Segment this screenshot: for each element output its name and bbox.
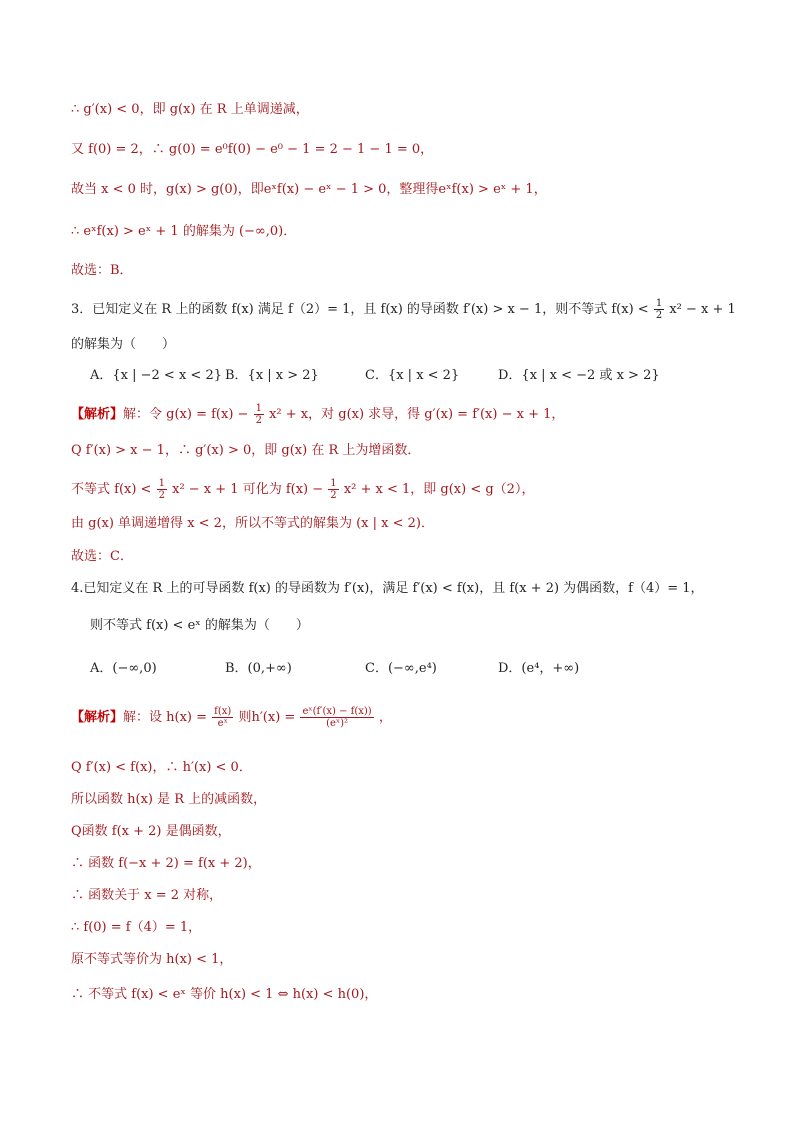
fraction-numerator: eˣ(f′(x) − f(x)) [302,706,372,717]
q3-text-a: 3．已知定义在 R 上的函数 f(x) 满足 f（2）= 1，且 f(x) 的导函数 f′(x) > x − 1，则不等式 f(x) < [71,302,649,317]
fraction-denominator: 2 [158,490,165,501]
q3-text-b: x² − x + 1 [669,302,736,317]
q4-solution-line-7: ∴ f(0) = f（4）= 1， [71,920,202,935]
fraction-numerator: 1 [655,298,663,309]
analysis-tag: 【解析】 [71,710,124,725]
s3-text-a: 解：令 g(x) = f(x) − [123,407,249,422]
question-4-stem: 4.已知定义在 R 上的可导函数 f(x) 的导函数为 f′(x)，满足 f′(x) < f(x)，且 f(x + 2) 为偶函数，f（4）= 1， [71,581,704,596]
fraction-denominator: eˣ [217,718,228,729]
q4-option-c: C．(−∞,e⁴) [365,661,437,676]
s3-3a: 不等式 f(x) < [71,482,152,497]
s4-text-b: 则h′(x) = [238,710,296,725]
q3-solution-line-5: 故选：C． [71,549,133,564]
q4-solution-line-3: 所以函数 h(x) 是 R 上的减函数， [71,792,267,807]
q4-solution-line-8: 原不等式等价为 h(x) < 1， [71,952,233,967]
q4-option-b: B．(0,+∞) [225,661,292,676]
fraction-denominator: 2 [655,310,663,321]
solution-line: 故选：B． [71,263,133,278]
q4-solution-line-9: ∴ 不等式 f(x) < eˣ 等价 h(x) < 1 ⇔ h(x) < h(0)， [71,987,378,1002]
fraction-denominator: (eˣ)² [326,718,349,729]
q4-solution-line-4: Q函数 f(x + 2) 是偶函数， [71,824,231,839]
s3-fraction [254,403,264,426]
s3-3b: x² − x + 1 可化为 f(x) − [172,482,324,497]
solution-line: ∴ g′(x) < 0，即 g(x) 在 R 上单调递减， [71,102,309,117]
s3-text-b: x² + x，对 g(x) 求导，得 g′(x) = f′(x) − x + 1， [269,407,565,422]
analysis-tag: 【解析】 [71,407,124,422]
fraction-numerator: 1 [330,478,337,489]
s4-text-c: ， [378,710,392,725]
q3-solution-line-1 [71,403,564,426]
q4-solution-line-1 [71,706,392,729]
s3-fraction-2 [157,478,167,501]
question-4-stem-cont: 则不等式 f(x) < eˣ 的解集为（ ） [90,618,309,633]
q4-option-a: A．(−∞,0) [90,661,157,676]
q3-option-b: B．{x | x > 2} [225,368,319,383]
fraction-numerator: f(x) [214,706,232,717]
solution-line: 故当 x < 0 时，g(x) > g(0)，即eˣf(x) − eˣ − 1 > 0，整理得eˣf(x) > eˣ + 1， [71,182,547,197]
q3-solution-line-4: 由 g(x) 单调递增得 x < 2，所以不等式的解集为 (x | x < 2)． [71,516,434,531]
question-3-stem [71,298,736,321]
s4-fraction-2 [300,706,373,729]
q3-fraction [654,298,664,321]
q4-option-d: D．(e⁴，+∞) [498,661,580,676]
s3-fraction-3 [328,478,338,501]
q3-solution-line-2: Q f′(x) > x − 1，∴ g′(x) > 0，即 g(x) 在 R 上为增函数． [71,443,421,458]
fraction-denominator: 2 [255,415,262,426]
q4-solution-line-2: Q f′(x) < f(x)，∴ h′(x) < 0． [71,760,252,775]
q3-solution-line-3 [71,478,534,501]
fraction-numerator: 1 [255,403,262,414]
q4-solution-line-6: ∴ 函数关于 x = 2 对称， [71,888,223,903]
s4-fraction-1 [212,706,233,729]
q4-solution-line-5: ∴ 函数 f(−x + 2) = f(x + 2)， [71,856,261,871]
solution-line: ∴ eˣf(x) > eˣ + 1 的解集为 (−∞,0)． [71,224,297,239]
solution-line: 又 f(0) = 2，∴ g(0) = e⁰f(0) − e⁰ − 1 = 2 − 1 − 1 = 0， [71,142,434,157]
q3-option-d: D．{x | x < −2 或 x > 2} [498,368,660,383]
s4-text-a: 解：设 h(x) = [123,710,208,725]
fraction-numerator: 1 [158,478,165,489]
question-3-stem-cont: 的解集为（ ） [71,337,176,352]
fraction-denominator: 2 [330,490,337,501]
q3-option-c: C．{x | x < 2} [365,368,460,383]
s3-3c: x² + x < 1，即 g(x) < g（2）， [343,482,535,497]
q3-option-a: A．{x | −2 < x < 2} [90,368,222,383]
